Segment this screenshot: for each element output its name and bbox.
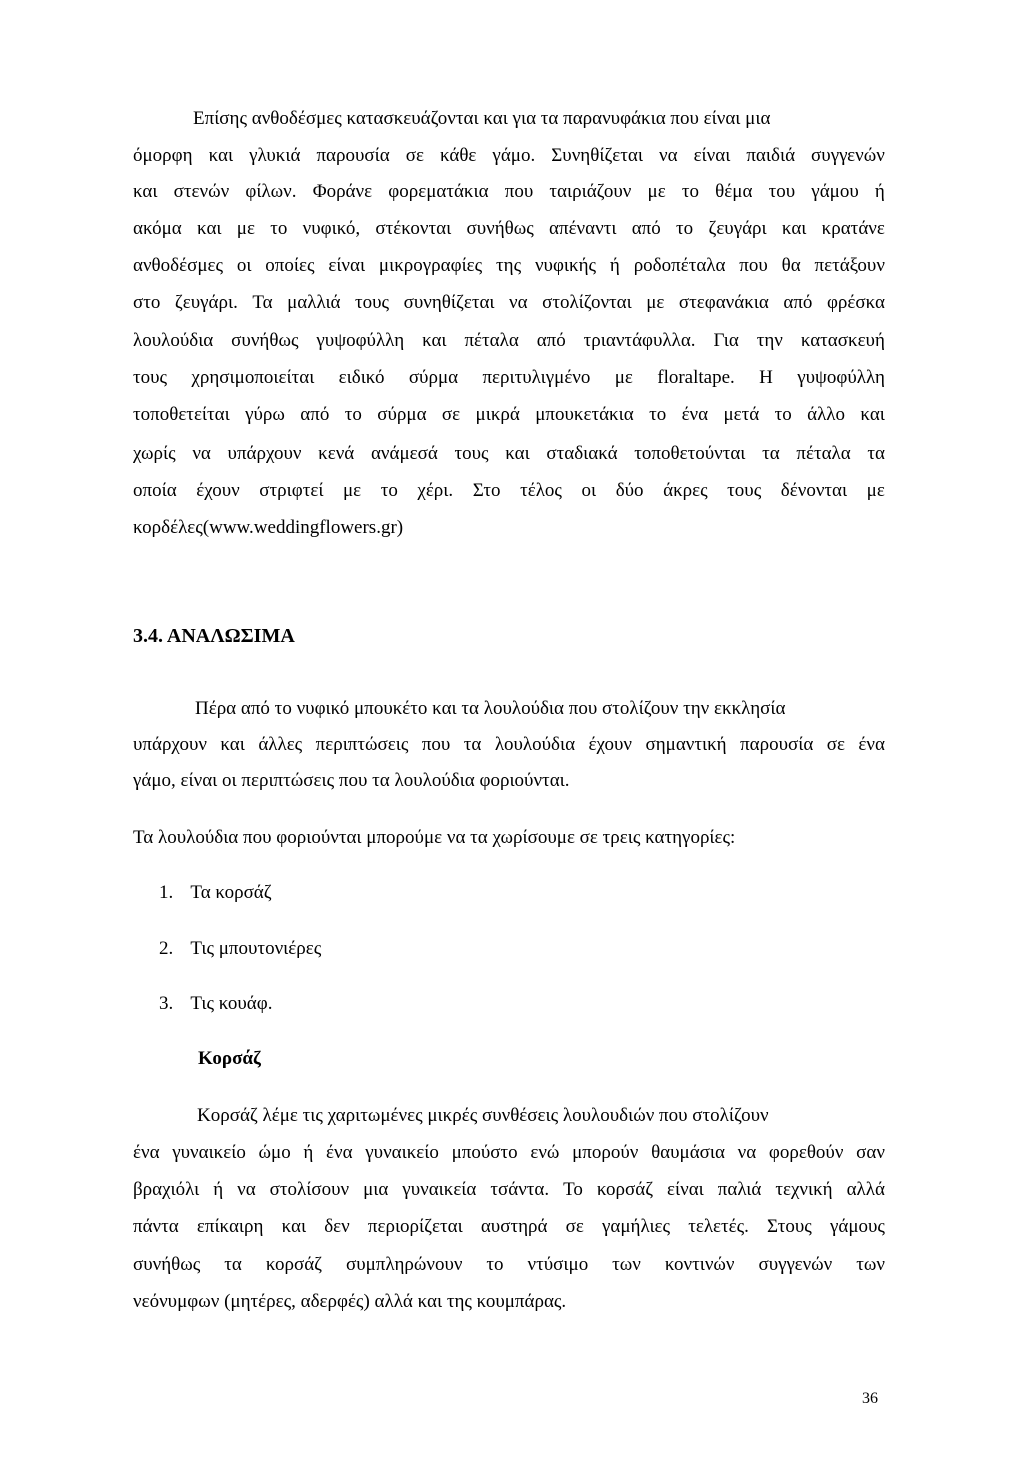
word: πέταλα bbox=[464, 330, 519, 351]
list-item bbox=[159, 881, 272, 905]
word: που bbox=[504, 181, 534, 202]
word: του bbox=[768, 181, 796, 202]
text-line bbox=[133, 1141, 885, 1165]
word: των bbox=[856, 1254, 885, 1275]
word: ζευγάρι. bbox=[174, 292, 238, 313]
word: μικρά bbox=[475, 404, 520, 425]
text-line: κορδέλες(www.weddingflowers.gr) bbox=[133, 517, 404, 538]
word: αλλά bbox=[846, 1179, 885, 1200]
word: να bbox=[659, 145, 678, 166]
word: όμορφη bbox=[133, 145, 193, 166]
text-line: νεόνυμφων (μητέρες, αδερφές) αλλά και της κουμπάρας. bbox=[133, 1291, 567, 1312]
word: χέρι. bbox=[417, 480, 454, 501]
list-number: 1. bbox=[159, 882, 174, 903]
list-item bbox=[159, 992, 272, 1016]
word: δύο bbox=[615, 480, 644, 501]
word: με bbox=[646, 292, 665, 313]
word: φορεματάκια bbox=[388, 181, 489, 202]
word: κενά bbox=[318, 443, 355, 464]
word: μικρογραφίες bbox=[378, 255, 483, 276]
word: στενών bbox=[173, 181, 230, 202]
text-line bbox=[133, 442, 885, 466]
word: μπουκετάκια bbox=[535, 404, 634, 425]
word: έχουν bbox=[588, 734, 633, 755]
word: τα bbox=[224, 1254, 242, 1275]
text-line bbox=[133, 366, 885, 390]
word: κορσάζ bbox=[265, 1254, 323, 1275]
word: ένα bbox=[133, 1142, 160, 1163]
word: δένονται bbox=[780, 480, 848, 501]
word: από bbox=[631, 218, 661, 239]
word: το bbox=[774, 404, 792, 425]
word: πέταλα bbox=[796, 443, 851, 464]
word: κρατάνε bbox=[821, 218, 885, 239]
word: φρέσκα bbox=[826, 292, 885, 313]
word: ροδοπέταλα bbox=[633, 255, 726, 276]
text-line bbox=[133, 1253, 885, 1277]
list-text: Τα κορσάζ bbox=[190, 882, 272, 903]
word: στολίζονται bbox=[542, 292, 632, 313]
word: μπορούν bbox=[572, 1142, 639, 1163]
word: τους bbox=[454, 443, 489, 464]
word: παιδιά bbox=[746, 145, 796, 166]
word: πάντα bbox=[133, 1216, 179, 1237]
word: ώμο bbox=[258, 1142, 291, 1163]
word: με bbox=[236, 218, 255, 239]
word: Στο bbox=[472, 480, 501, 501]
word: φορεθούν bbox=[768, 1142, 844, 1163]
word: τοποθετείται bbox=[133, 404, 230, 425]
word: ή bbox=[609, 255, 620, 276]
word: σημαντική bbox=[645, 734, 727, 755]
word: οι bbox=[581, 480, 597, 501]
word: είναι bbox=[667, 1179, 704, 1200]
text-line bbox=[133, 1178, 885, 1202]
word: μετά bbox=[723, 404, 760, 425]
text-line bbox=[133, 254, 885, 278]
word: ακόμα bbox=[133, 218, 182, 239]
word: περιπτώσεις bbox=[315, 734, 409, 755]
text-line bbox=[133, 329, 885, 353]
word: γάμους bbox=[829, 1216, 885, 1237]
list-number: 2. bbox=[159, 938, 174, 959]
list-number: 3. bbox=[159, 993, 174, 1014]
word: τους bbox=[727, 480, 762, 501]
text-line: Πέρα από το νυφικό μπουκέτο και τα λουλούδια που στολίζουν την εκκλησία bbox=[195, 698, 786, 719]
word: Τα bbox=[252, 292, 273, 313]
word: κάθε bbox=[439, 145, 477, 166]
word: Η bbox=[759, 367, 773, 388]
word: είναι bbox=[693, 145, 731, 166]
section-title: ΑΝΑΛΩΣΙΜΑ bbox=[166, 625, 295, 647]
word: συνηθίζεται bbox=[403, 292, 495, 313]
word: υπάρχουν bbox=[227, 443, 302, 464]
word: υπάρχουν bbox=[133, 734, 207, 755]
word: και bbox=[422, 330, 447, 351]
word: κατασκευή bbox=[800, 330, 885, 351]
word: θα bbox=[781, 255, 801, 276]
word: συνήθως bbox=[133, 1254, 201, 1275]
word: επίκαιρη bbox=[196, 1216, 264, 1237]
word: Στους bbox=[767, 1216, 812, 1237]
word: Φοράνε bbox=[312, 181, 373, 202]
text-line bbox=[133, 479, 885, 503]
word: και bbox=[133, 181, 158, 202]
word: το bbox=[676, 218, 694, 239]
word: αυστηρά bbox=[480, 1216, 548, 1237]
word: ένα bbox=[326, 1142, 353, 1163]
section-number: 3.4. bbox=[133, 625, 163, 647]
word: με bbox=[866, 480, 885, 501]
page-number: 36 bbox=[862, 1390, 878, 1407]
word: οποίες bbox=[265, 255, 315, 276]
list-text: Τις κουάφ. bbox=[190, 993, 273, 1014]
text-line bbox=[133, 180, 885, 204]
word: ταιριάζουν bbox=[549, 181, 632, 202]
word: άλλες bbox=[258, 734, 303, 755]
word: ενώ bbox=[530, 1142, 560, 1163]
word: σύρμα bbox=[408, 367, 459, 388]
word: τους bbox=[133, 367, 168, 388]
word: από bbox=[300, 404, 330, 425]
word: τέλος bbox=[520, 480, 562, 501]
text-line bbox=[133, 1215, 885, 1239]
word: σταδιακά bbox=[546, 443, 618, 464]
word: να bbox=[509, 292, 528, 313]
word: σε bbox=[441, 404, 461, 425]
word: χρησιμοποιείται bbox=[191, 367, 315, 388]
word: στο bbox=[133, 292, 161, 313]
word: μπούστο bbox=[451, 1142, 518, 1163]
text-line bbox=[133, 733, 885, 757]
word: θέμα bbox=[715, 181, 753, 202]
word: τελετές. bbox=[688, 1216, 749, 1237]
word: νυφικής bbox=[534, 255, 597, 276]
word: και bbox=[860, 404, 885, 425]
word: τσάντα. bbox=[490, 1179, 550, 1200]
text-line bbox=[133, 144, 885, 168]
word: ειδικό bbox=[338, 367, 385, 388]
word: λουλούδια bbox=[494, 734, 576, 755]
word: το bbox=[681, 181, 699, 202]
word: από bbox=[783, 292, 813, 313]
word: ή bbox=[213, 1179, 224, 1200]
word: συγγενών bbox=[758, 1254, 833, 1275]
word: το bbox=[380, 480, 398, 501]
word: σε bbox=[826, 734, 845, 755]
list-intro: Τα λουλούδια που φοριούνται μπορούμε να τα χωρίσουμε σε τρεις κατηγορίες: bbox=[133, 827, 736, 848]
section-heading bbox=[133, 624, 295, 648]
word: ένα bbox=[858, 734, 885, 755]
word: βραχιόλι bbox=[133, 1179, 200, 1200]
word: γλυκιά bbox=[249, 145, 301, 166]
word: γυναικείο bbox=[365, 1142, 439, 1163]
word: παρουσία bbox=[740, 734, 814, 755]
word: στριφτεί bbox=[259, 480, 324, 501]
word: γυψοφύλλη bbox=[797, 367, 885, 388]
word: παλιά bbox=[717, 1179, 762, 1200]
word: με bbox=[342, 480, 362, 501]
word: σαν bbox=[856, 1142, 885, 1163]
word: περιορίζεται bbox=[367, 1216, 463, 1237]
word: συγγενών bbox=[811, 145, 885, 166]
word: χωρίς bbox=[133, 443, 176, 464]
word: άλλο bbox=[807, 404, 846, 425]
word: μαλλιά bbox=[287, 292, 341, 313]
word: έχουν bbox=[196, 480, 240, 501]
word: γάμου bbox=[811, 181, 859, 202]
subheading: Κορσάζ bbox=[198, 1048, 261, 1069]
word: είναι bbox=[328, 255, 366, 276]
word: και bbox=[220, 734, 245, 755]
word: γυψοφύλλη bbox=[316, 330, 405, 351]
word: να bbox=[192, 443, 211, 464]
word: στολίσουν bbox=[269, 1179, 350, 1200]
word: ανθοδέσμες bbox=[133, 255, 224, 276]
word: απέναντι bbox=[549, 218, 617, 239]
word: σε bbox=[405, 145, 424, 166]
word: οι bbox=[236, 255, 252, 276]
word: της bbox=[496, 255, 522, 276]
word: και bbox=[197, 218, 222, 239]
word: τριαντάφυλλα. bbox=[583, 330, 696, 351]
word: και bbox=[281, 1216, 307, 1237]
word: σύρμα bbox=[377, 404, 427, 425]
word: Συνηθίζεται bbox=[551, 145, 643, 166]
word: ζευγάρι bbox=[708, 218, 767, 239]
word: και bbox=[781, 218, 807, 239]
word: το bbox=[344, 404, 362, 425]
word: συνήθως bbox=[466, 218, 534, 239]
word: το bbox=[649, 404, 667, 425]
word: κορσάζ bbox=[596, 1179, 654, 1200]
word: την bbox=[756, 330, 783, 351]
word: τους bbox=[355, 292, 390, 313]
word: το bbox=[270, 218, 288, 239]
word: που bbox=[421, 734, 451, 755]
word: από bbox=[536, 330, 566, 351]
word: ή bbox=[874, 181, 885, 202]
text-line bbox=[133, 217, 885, 241]
word: τα bbox=[762, 443, 780, 464]
word: και bbox=[505, 443, 530, 464]
word: των bbox=[612, 1254, 641, 1275]
list-item bbox=[159, 937, 321, 961]
text-line: γάμο, είναι οι περιπτώσεις που τα λουλούδια φοριούνται. bbox=[133, 770, 570, 791]
word: να bbox=[737, 1142, 757, 1163]
word: μια bbox=[363, 1179, 389, 1200]
word: λουλούδια bbox=[133, 330, 214, 351]
word: θαυμάσια bbox=[651, 1142, 725, 1163]
word: ανάμεσά bbox=[370, 443, 438, 464]
word: περιτυλιγμένο bbox=[482, 367, 591, 388]
word: με bbox=[614, 367, 633, 388]
word: στεφανάκια bbox=[678, 292, 769, 313]
word: γάμο. bbox=[492, 145, 536, 166]
word: floraltape. bbox=[657, 367, 735, 388]
word: γαμήλιες bbox=[601, 1216, 671, 1237]
word: κοντινών bbox=[664, 1254, 735, 1275]
word: νυφικό, bbox=[302, 218, 361, 239]
text-line: Κορσάζ λέμε τις χαριτωμένες μικρές συνθέσεις λουλουδιών που στολίζουν bbox=[197, 1105, 769, 1126]
list-text: Τις μπουτονιέρες bbox=[190, 938, 322, 959]
text-line: Επίσης ανθοδέσμες κατασκευάζονται και για τα παρανυφάκια που είναι μια bbox=[193, 108, 771, 129]
word: οποία bbox=[133, 480, 177, 501]
word: με bbox=[647, 181, 666, 202]
word: ντύσιμο bbox=[527, 1254, 589, 1275]
word: συμπληρώνουν bbox=[345, 1254, 463, 1275]
text-line bbox=[133, 291, 885, 315]
word: πετάξουν bbox=[814, 255, 885, 276]
word: που bbox=[739, 255, 768, 276]
word: σε bbox=[565, 1216, 584, 1237]
text-line bbox=[133, 403, 885, 427]
word: γύρω bbox=[245, 404, 285, 425]
word: δεν bbox=[324, 1216, 350, 1237]
word: συνήθως bbox=[231, 330, 299, 351]
word: Για bbox=[713, 330, 739, 351]
word: γυναικεία bbox=[402, 1179, 477, 1200]
word: τεχνική bbox=[775, 1179, 833, 1200]
word: το bbox=[486, 1254, 504, 1275]
word: ένα bbox=[681, 404, 709, 425]
word: τα bbox=[867, 443, 885, 464]
word: γυναικείο bbox=[172, 1142, 246, 1163]
word: στέκονται bbox=[375, 218, 452, 239]
word: τα bbox=[463, 734, 482, 755]
word: ή bbox=[303, 1142, 314, 1163]
word: τοποθετούνται bbox=[634, 443, 746, 464]
word: παρουσία bbox=[316, 145, 390, 166]
word: να bbox=[237, 1179, 256, 1200]
word: φίλων. bbox=[245, 181, 297, 202]
word: άκρες bbox=[663, 480, 708, 501]
word: και bbox=[208, 145, 234, 166]
word: Το bbox=[563, 1179, 583, 1200]
